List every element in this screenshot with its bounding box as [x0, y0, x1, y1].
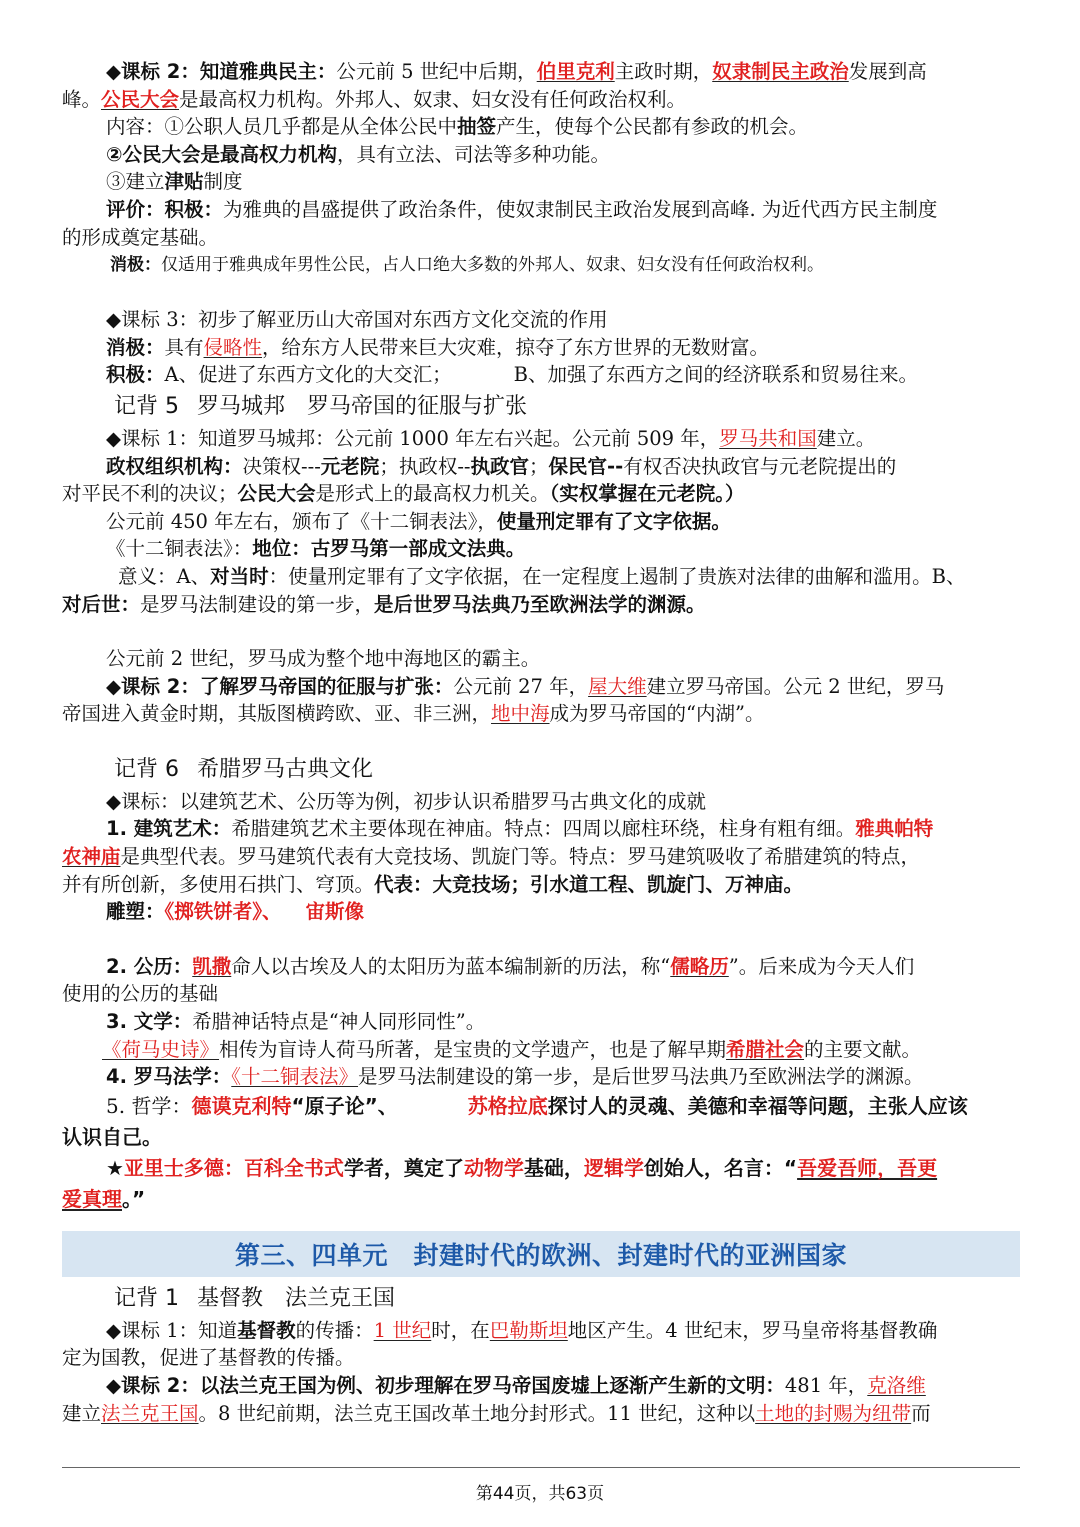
text-line: 政权组织机构：决策权---元老院；执政权--执政官；保民官--有权否决执政官与元老院提出的 — [106, 454, 897, 478]
text-line: ◆课标：以建筑艺术、公历等为例，初步认识希腊罗马古典文化的成就 — [106, 789, 706, 813]
text-line: ◆课标 1：知道罗马城邦：公元前 1000 年左右兴起。公元前 509 年，罗马共和国建立。 — [106, 426, 876, 450]
text-line: 《荷马史诗》相传为盲诗人荷马所著，是宝贵的文学遗产，也是了解早期希腊社会的主要文献。 — [102, 1037, 922, 1061]
page-number: 第44页，共63页 — [475, 1484, 605, 1504]
text-line: 农神庙是典型代表。罗马建筑代表有大竞技场、凯旋门等。特点：罗马建筑吸收了希腊建筑的特点， — [62, 845, 921, 869]
text-line: 1. 建筑艺术：希腊建筑艺术主要体现在神庙。特点：四周以廊柱环绕，柱身有粗有细。雅典帕特 — [106, 817, 934, 841]
text-line: ②公民大会是最高权力机构，具有立法、司法等多种功能。 — [106, 142, 611, 166]
text-line: 定为国教，促进了基督教的传播。 — [62, 1346, 355, 1370]
text-line: 并有所创新，多使用石拱门、穹顶。代表：大竞技场；引水道工程、凯旋门、万神庙。 — [62, 872, 804, 896]
text-line: ◆课标 2：了解罗马帝国的征服与扩张：公元前 27 年，屋大维建立罗马帝国。公元 2 世纪，罗马 — [106, 674, 945, 698]
text-line: 的形成奠定基础。 — [62, 225, 219, 249]
text-line: 峰。公民大会是最高权力机构。外邦人、奴隶、妇女没有任何政治权利。 — [62, 87, 687, 111]
text-line: 意义：A、对当时：使量刑定罪有了文字依据，在一定程度上遏制了贵族对法律的曲解和滥用。B、 — [118, 564, 966, 588]
text-line: 评价：积极：为雅典的昌盛提供了政治条件，使奴隶制民主政治发展到高峰. 为近代西方民主制度 — [106, 197, 938, 221]
section-heading: 记背 6 希腊罗马古典文化 — [114, 756, 374, 782]
text-line: ◆课标 2：知道雅典民主：公元前 5 世纪中后期，伯里克利主政时期，奴隶制民主政治发展到高 — [106, 60, 927, 83]
text-line: ◆课标 2：以法兰克王国为例、初步理解在罗马帝国废墟上逐渐产生新的文明：481 年，克洛维 — [106, 1374, 926, 1397]
text-line: 消极：仅适用于雅典成年男性公民，占人口绝大多数的外邦人、奴隶、妇女没有任何政治权利。 — [110, 255, 824, 276]
section-heading: 记背 5 罗马城邦 罗马帝国的征服与扩张 — [114, 393, 528, 419]
text-line: 5. 哲学：德谟克利特“原子论”、 苏格拉底探讨人的灵魂、美德和幸福等问题，主张人应该 — [106, 1093, 968, 1118]
text-line: 认识自己。 — [62, 1124, 162, 1149]
text-line: 建立法兰克王国。8 世纪前期，法兰克王国改革土地分封形式。11 世纪，这种以土地的封赐为纽带而 — [62, 1401, 931, 1425]
text-line: 2. 公历：凯撒命人以古埃及人的太阳历为蓝本编制新的历法，称“儒略历”。后来成为今天人们 — [106, 954, 915, 978]
text-line: 内容：①公职人员几乎都是从全体公民中抽签产生，使每个公民都有参政的机会。 — [106, 115, 809, 139]
text-line: 消极：具有侵略性，给东方人民带来巨大灾难，掠夺了东方世界的无数财富。 — [106, 335, 770, 359]
text-line: 公元前 2 世纪，罗马成为整个地中海地区的霸主。 — [106, 647, 541, 671]
text-line: 3. 文学：希腊神话特点是“神人同形同性”。 — [106, 1010, 486, 1034]
text-line: ◆课标 3：初步了解亚历山大帝国对东西方文化交流的作用 — [106, 308, 608, 332]
footer-divider — [62, 1467, 1020, 1468]
text-line: 使用的公历的基础 — [62, 982, 219, 1006]
text-line: 对平民不利的决议；公民大会是形式上的最高权力机关。（实权掌握在元老院。） — [62, 482, 745, 506]
unit-title: 第三、四单元 封建时代的欧洲、封建时代的亚洲国家 — [234, 1240, 847, 1270]
text-line: 帝国进入黄金时期，其版图横跨欧、亚、非三洲，地中海成为罗马帝国的“内湖”。 — [62, 702, 765, 726]
text-line: 积极：A、促进了东西方文化的大交汇； B、加强了东西方之间的经济联系和贸易往来。 — [106, 363, 918, 387]
document-page — [62, 58, 1020, 1427]
text-line: 爱真理。” — [62, 1186, 146, 1211]
section-heading: 记背 1 基督教 法兰克王国 — [114, 1285, 396, 1311]
text-line: 4. 罗马法学：《十二铜表法》是罗马法制建设的第一步，是后世罗马法典乃至欧洲法学的渊源。 — [106, 1065, 924, 1089]
text-line: ③建立津贴制度 — [106, 170, 243, 194]
text-line: 对后世：是罗马法制建设的第一步，是后世罗马法典乃至欧洲法学的渊源。 — [62, 592, 706, 616]
unit-title-bar — [62, 1231, 1020, 1277]
text-line: 《十二铜表法》：地位：古罗马第一部成文法典。 — [106, 537, 526, 561]
text-line: ★亚里士多德：百科全书式学者，奠定了动物学基础，逻辑学创始人，名言：“吾爱吾师，吾更 — [106, 1155, 938, 1180]
text-line: ◆课标 1：知道基督教的传播：1 世纪时，在巴勒斯坦地区产生。4 世纪末，罗马皇帝将基督教确 — [106, 1318, 938, 1342]
text-line: 雕塑：《掷铁饼者》、 宙斯像 — [106, 900, 365, 924]
text-line: 公元前 450 年左右，颁布了《十二铜表法》，使量刑定罪有了文字依据。 — [106, 509, 731, 533]
